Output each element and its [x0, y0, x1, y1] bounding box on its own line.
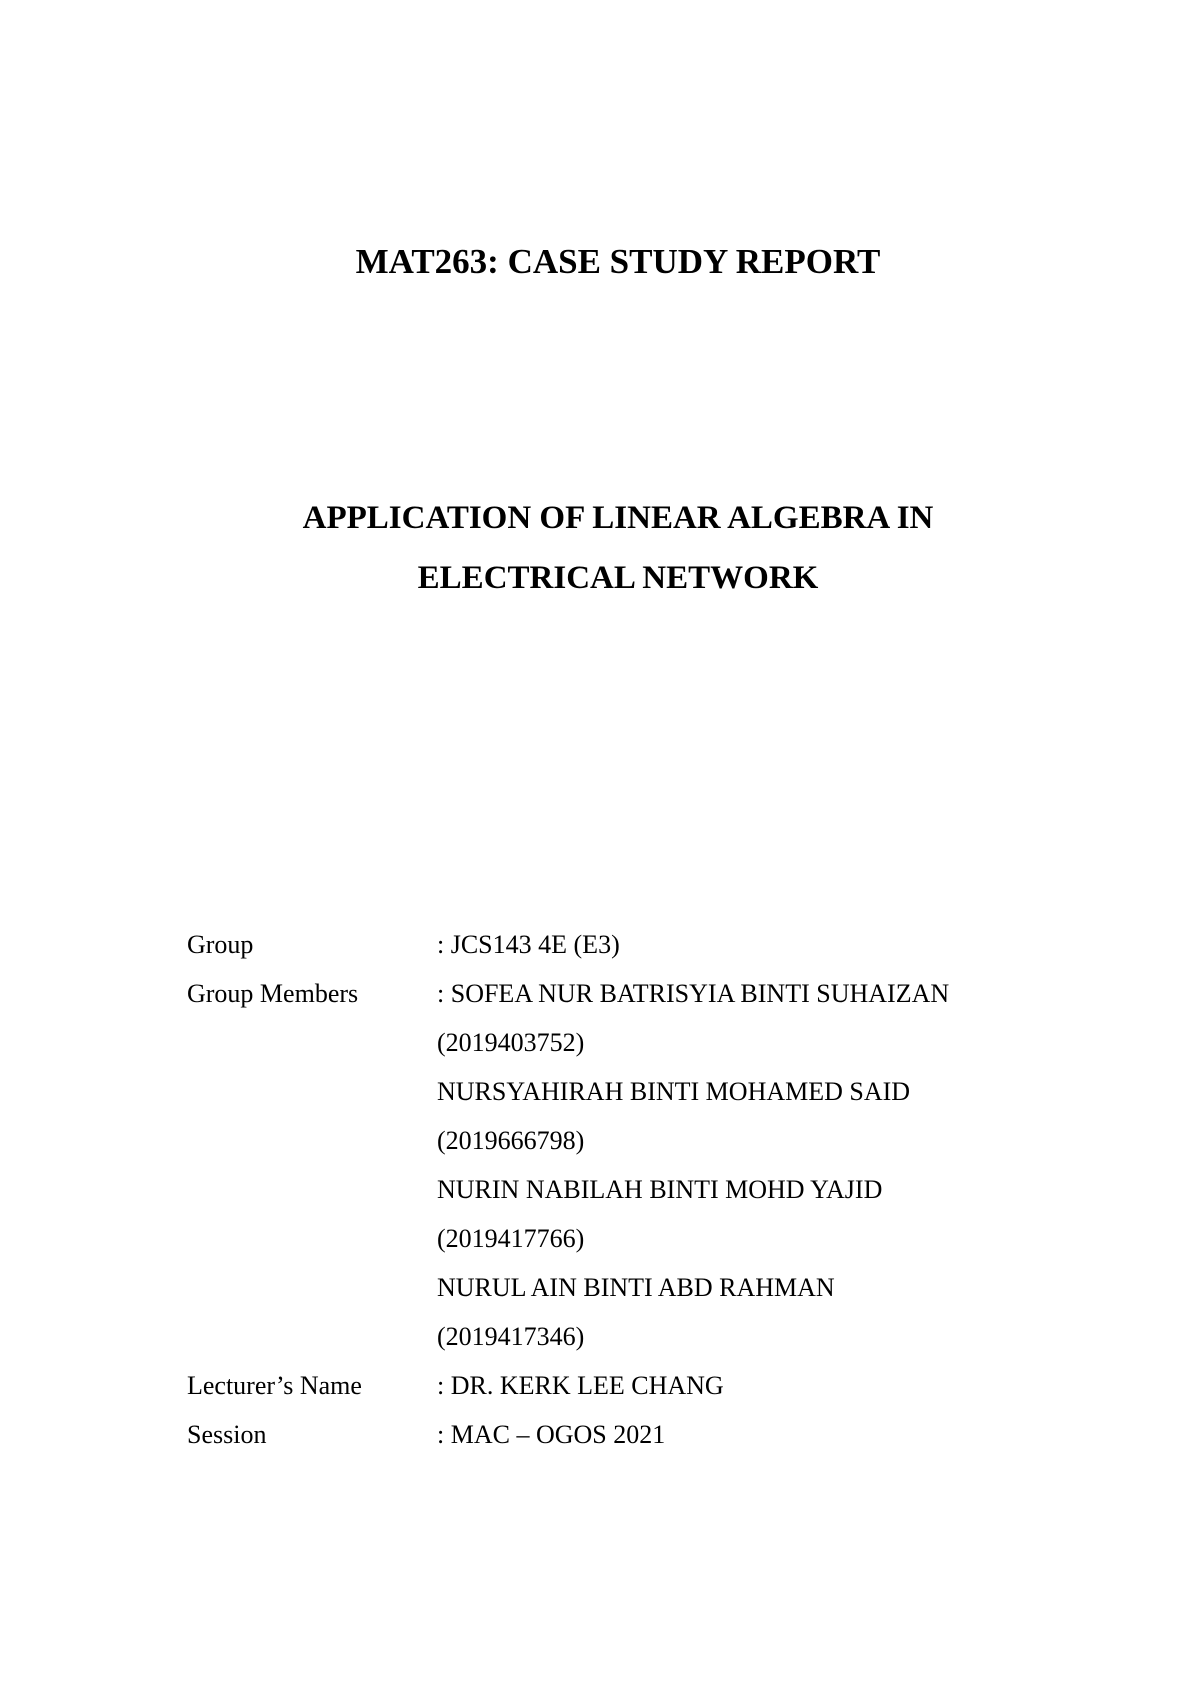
course-title: MAT263: CASE STUDY REPORT	[355, 242, 881, 281]
group-members-label: Group Members	[187, 979, 359, 1008]
member-1-word: NUR	[538, 979, 594, 1008]
group-label: Group	[187, 930, 254, 959]
group-members-row	[187, 969, 1057, 1361]
member-1-word: :	[437, 979, 445, 1008]
member-1-word: SUHAIZAN	[816, 979, 950, 1008]
report-title-line-2: ELECTRICAL NETWORK	[417, 560, 819, 596]
lecturer-row	[187, 1361, 1057, 1410]
member-4-name: NURUL AIN BINTI ABD RAHMAN	[437, 1273, 835, 1302]
session-label: Session	[187, 1420, 267, 1449]
info-block	[187, 920, 1057, 1459]
member-1-name	[437, 969, 1053, 1018]
session-row	[187, 1410, 1057, 1459]
member-1-word: SOFEA	[450, 979, 532, 1008]
member-1-id: (2019403752)	[437, 1028, 585, 1057]
lecturer-value: : DR. KERK LEE CHANG	[437, 1371, 724, 1400]
report-title	[0, 488, 1200, 608]
report-title-line-1: APPLICATION OF LINEAR ALGEBRA IN	[302, 500, 934, 536]
group-row	[187, 920, 1057, 969]
member-3-id: (2019417766)	[437, 1224, 585, 1253]
lecturer-label: Lecturer’s Name	[187, 1371, 362, 1400]
member-2-id: (2019666798)	[437, 1126, 585, 1155]
group-value: : JCS143 4E (E3)	[437, 930, 620, 959]
member-4-id: (2019417346)	[437, 1322, 585, 1351]
member-3-name: NURIN NABILAH BINTI MOHD YAJID	[437, 1175, 883, 1204]
group-members-value	[437, 969, 1057, 1361]
member-1-word: BATRISYIA	[599, 979, 734, 1008]
member-2-name: NURSYAHIRAH BINTI MOHAMED SAID	[437, 1077, 911, 1106]
member-1-word: BINTI	[740, 979, 810, 1008]
session-value: : MAC – OGOS 2021	[437, 1420, 666, 1449]
